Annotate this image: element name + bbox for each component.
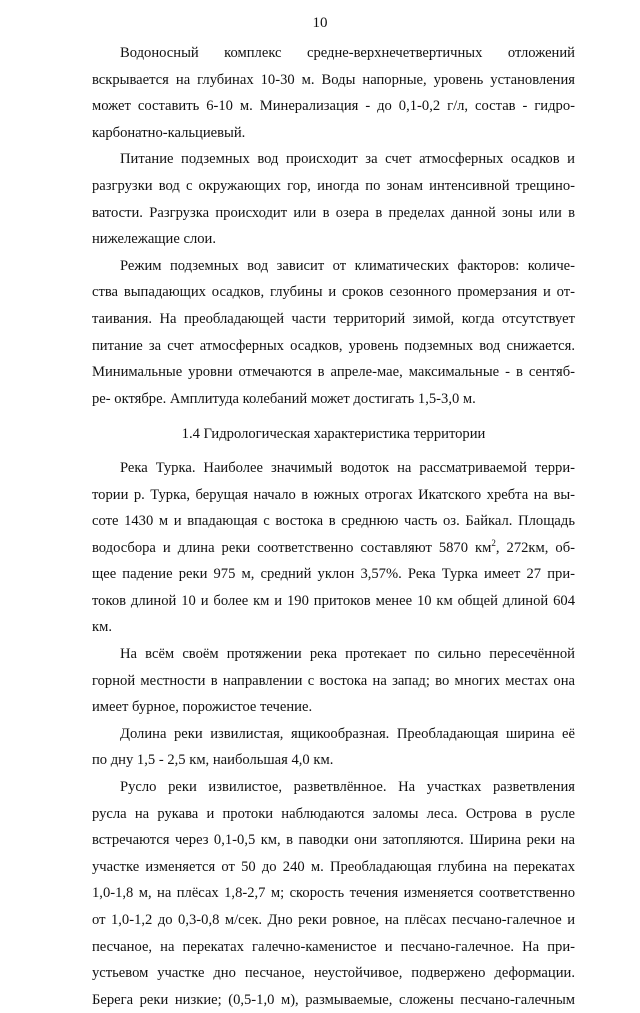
paragraph: [92, 641, 575, 721]
text-line: горной местности в направлении с востока на запад; во многих местах она: [92, 672, 575, 689]
text-line: км.: [92, 619, 112, 636]
text-line: тории р. Турка, берущая начало в южных отрогах Икатского хребта на вы-: [92, 486, 575, 503]
text-segment: водосбора и длина реки соответственно составляют 5870 км: [92, 539, 492, 556]
text-line: Питание подземных вод происходит за счет атмосферных осадков и: [120, 151, 575, 168]
paragraph: [92, 253, 575, 413]
section-heading: 1.4 Гидрологическая характеристика территории: [181, 426, 486, 443]
text-line: ре- октябре. Амплитуда колебаний может достигать 1,5-3,0 м.: [92, 390, 476, 407]
text-line: Долина реки извилистая, ящикообразная. Преобладающая ширина её: [120, 725, 575, 742]
text-line: может составить 6-10 м. Минерализация - до 0,1-0,2 г/л, состав - гидро-: [92, 98, 575, 115]
paragraph: [92, 146, 575, 252]
text-line: питание за счет атмосферных осадков, уровень подземных вод снижается.: [92, 337, 575, 354]
text-line: соте 1430 м и впадающая с востока в среднюю часть оз. Байкал. Площадь: [92, 513, 575, 530]
text-line: участке изменяется от 50 до 240 м. Преобладающая глубина на перекатах: [92, 858, 575, 875]
text-line: Минимальные уровни отмечаются в апреле-мае, максимальные - в сентяб-: [92, 364, 575, 381]
text-line: имеет бурное, порожистое течение.: [92, 699, 313, 716]
text-line: по дну 1,5 - 2,5 км, наибольшая 4,0 км.: [92, 752, 334, 769]
text-line: вскрывается на глубинах 10-30 м. Воды напорные, уровень установления: [92, 71, 575, 88]
text-line: карбонатно-кальциевый.: [92, 124, 246, 141]
text-line: нижележащие слои.: [92, 231, 216, 248]
text-line: устьевом участке дно песчаное, неустойчивое, подвержено деформации.: [92, 965, 575, 982]
text-line: таивания. На преобладающей части территорий зимой, когда отсутствует: [92, 310, 575, 327]
text-line: встречаются через 0,1-0,5 км, в паводки они затопляются. Ширина реки на: [92, 832, 575, 849]
text-line: русла на рукава и протоки наблюдаются заломы леса. Острова в русле: [92, 805, 575, 822]
superscript: 2: [491, 537, 496, 548]
text-line: Режим подземных вод зависит от климатических факторов: количе-: [120, 257, 575, 274]
text-line: щее падение реки 975 м, средний уклон 3,57%. Река Турка имеет 27 при-: [92, 566, 575, 583]
text-line: На всём своём протяжении река протекает по сильно пересечённой: [120, 646, 575, 663]
paragraph-turka-river: [92, 455, 575, 641]
text-segment: , 272км, об-: [495, 539, 575, 556]
section-river-description: [92, 641, 575, 1013]
text-line: от 1,0-1,2 до 0,3-0,8 м/сек. Дно реки ровное, на плёсах песчано-галечное и: [92, 912, 575, 928]
text-line: песчаное, на перекатах галечно-каменистое и песчано-галечное. На при-: [92, 938, 575, 955]
page-content: [92, 40, 575, 1013]
text-line: токов длиной 10 и более км и 190 притоков менее 10 км общей длиной 604: [92, 592, 575, 609]
text-line: Река Турка. Наиболее значимый водоток на рассматриваемой терри-: [120, 459, 575, 476]
text-line: Водоносный комплекс средне-верхнечетвертичных отложений: [120, 45, 575, 61]
text-line: Русло реки извилистое, разветвлённое. На участках разветвления: [120, 779, 575, 796]
text-line: Берега реки низкие; (0,5-1,0 м), размываемые, сложены песчано-галечным: [92, 991, 575, 1008]
paragraph: [92, 721, 575, 774]
text-line: ватости. Разгрузка происходит или в озера в пределах данной зоны или в: [92, 204, 575, 221]
paragraph: [92, 40, 575, 146]
text-line: [92, 535, 575, 562]
page-number: 10: [312, 15, 328, 31]
text-line: разгрузки вод с окружающих гор, иногда по зонам интенсивной трещино-: [92, 177, 575, 194]
paragraph: [92, 774, 575, 1013]
section-groundwater: [92, 40, 575, 412]
text-line: ства выпадающих осадков, глубины и сроков сезонного промерзания и от-: [92, 284, 575, 301]
text-line: 1,0-1,8 м, на плёсах 1,8-2,7 м; скорость течения изменяется соответственно: [92, 885, 575, 902]
